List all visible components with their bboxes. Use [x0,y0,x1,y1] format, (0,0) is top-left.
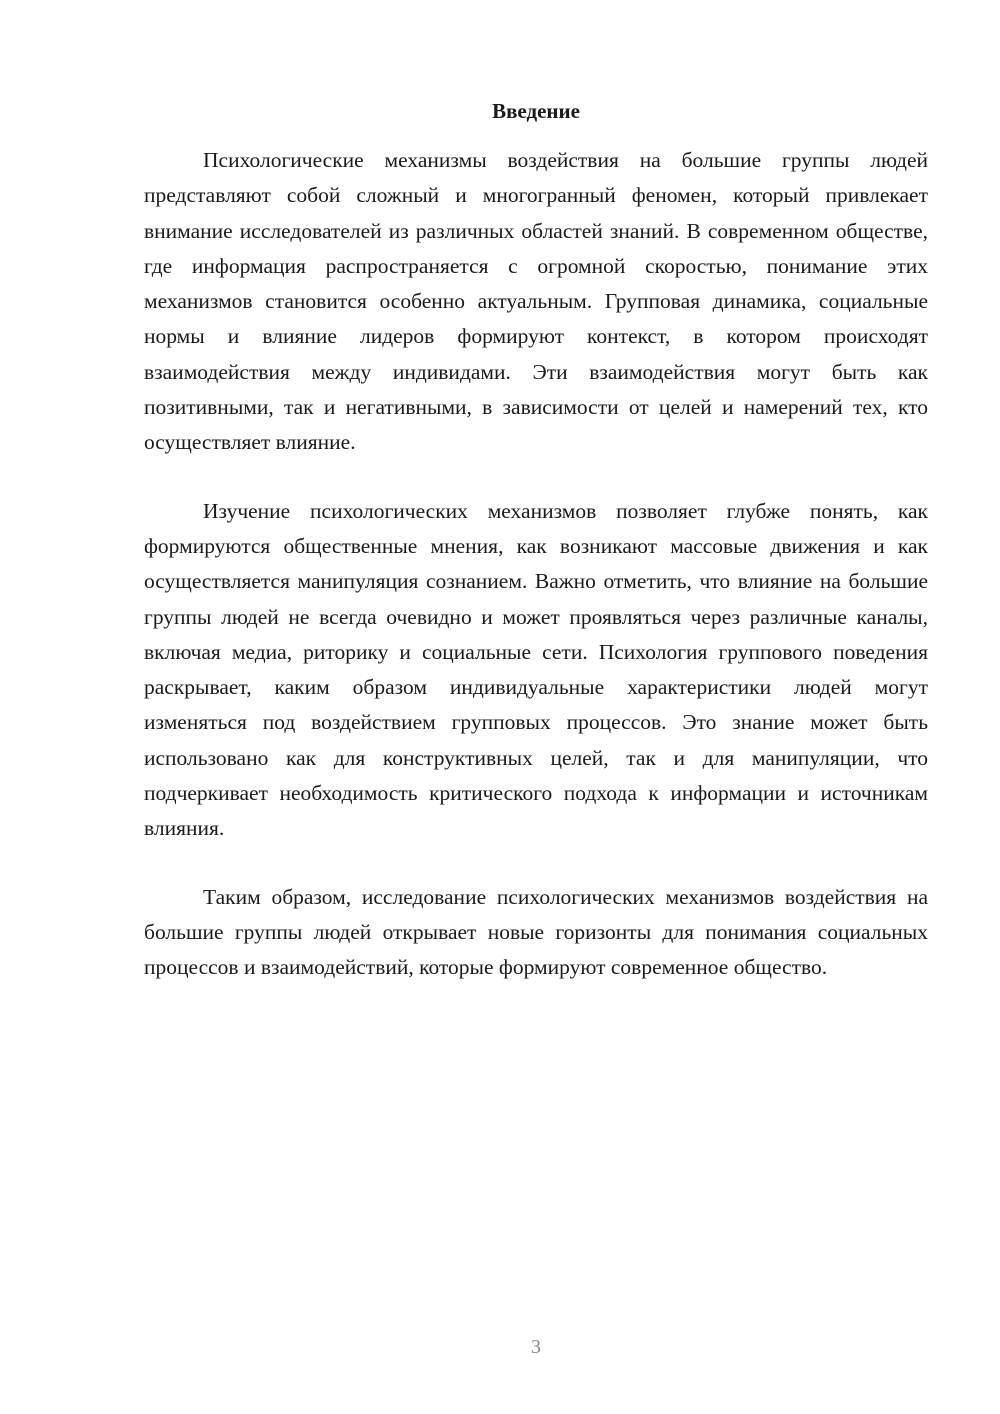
section-heading: Введение [492,99,580,123]
paragraph-3: Таким образом, исследование психологических механизмов воздействия на большие группы людей открывает новые горизонты для понимания социальных процессов и взаимодействий, которые формируют современное общество. [144,884,928,980]
paragraph-2: Изучение психологических механизмов позволяет глубже понять, как формируются общественные мнения, как возникают массовые движения и как осуществляется манипуляция сознанием. Важно отметить, что влияние на большие группы людей не всегда очевидно и может проявляться через различные каналы, включая медиа, риторику и социальные сети. Психология группового поведения раскрывает, каким образом индивидуальные характеристики людей могут изменяться под воздействием групповых процессов. Это знание может быть использовано как для конструктивных целей, так и для манипуляции, что подчеркивает необходимость критического подхода к информации и источникам влияния. [144,498,928,841]
page-number: 3 [531,1336,541,1358]
paragraph-1: Психологические механизмы воздействия на большие группы людей представляют собой сложный и многогранный феномен, который привлекает внимание исследователей из различных областей знаний. В современном обществе, где информация распространяется с огромной скоростью, понимание этих механизмов становится особенно актуальным. Групповая динамика, социальные нормы и влияние лидеров формируют контекст, в котором происходят взаимодействия между индивидами. Эти взаимодействия могут быть как позитивными, так и негативными, в зависимости от целей и намерений тех, кто осуществляет влияние. [144,148,928,455]
document-body [144,143,928,1019]
